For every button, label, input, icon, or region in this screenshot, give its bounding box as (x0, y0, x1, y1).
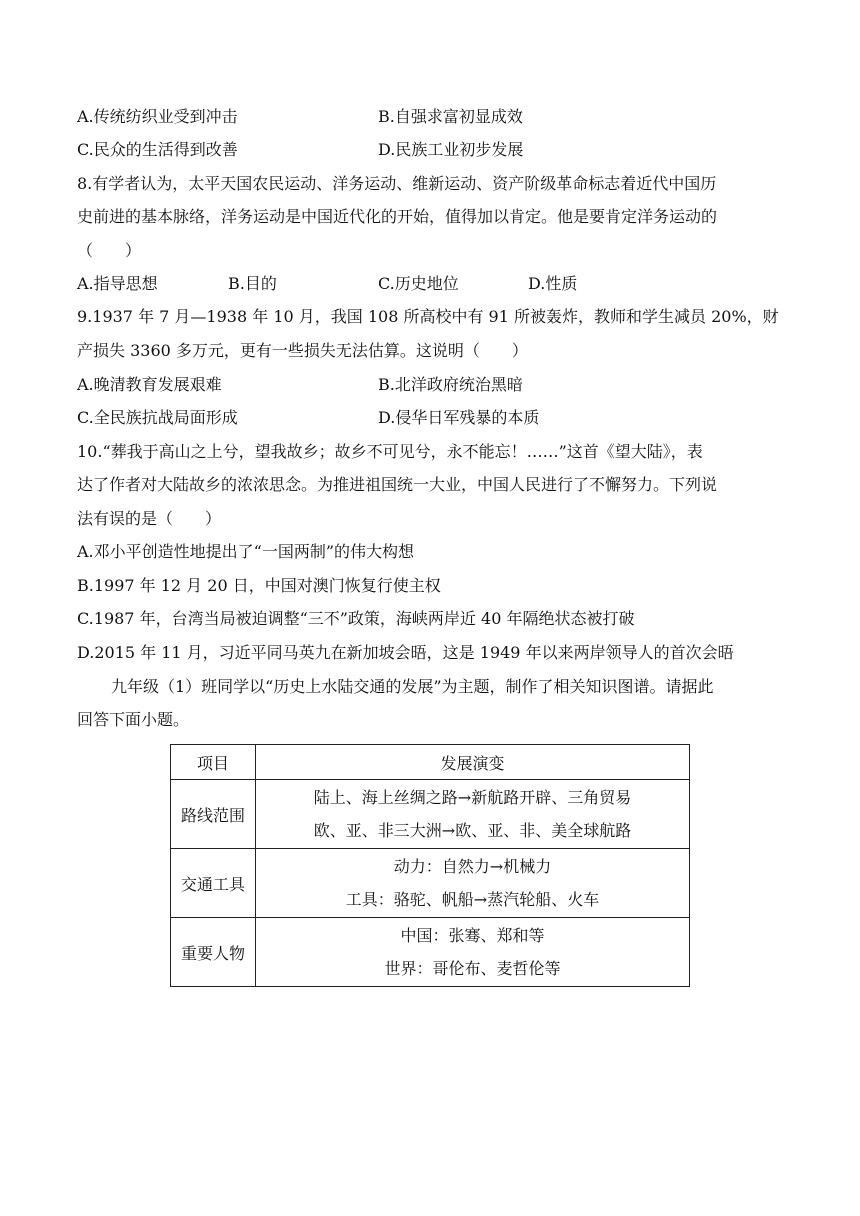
intro-line-1: 九年级（1）班同学以“历史上水陆交通的发展”为主题，制作了相关知识图谱。请据此 (111, 677, 714, 696)
q8-option-c: C.历史地位 (378, 274, 459, 293)
q8-option-b: B.目的 (228, 274, 277, 293)
q8-option-a: A.指导思想 (77, 274, 158, 293)
table-header-evolution: 发展演变 (256, 745, 690, 780)
q9-stem-line-1: 9.1937 年 7 月—1938 年 10 月，我国 108 所高校中有 91 所被轰炸，教师和学生减员 20%，财 (77, 307, 779, 326)
q10-option-b: B.1997 年 12 月 20 日，中国对澳门恢复行使主权 (77, 576, 441, 595)
q7-option-c: C.民众的生活得到改善 (77, 140, 238, 159)
q10-option-a: A.邓小平创造性地提出了“一国两制”的伟大构想 (77, 542, 415, 561)
q9-option-d: D.侵华日军残暴的本质 (378, 408, 540, 427)
table-header-row (171, 745, 690, 780)
q10-option-c: C.1987 年，台湾当局被迫调整“三不”政策，海峡两岸近 40 年隔绝状态被打破 (77, 609, 635, 628)
q8-stem-line-1: 8.有学者认为，太平天国农民运动、洋务运动、维新运动、资产阶级革命标志着近代中国历 (77, 174, 717, 193)
q10-option-d: D.2015 年 11 月，习近平同马英九在新加坡会晤，这是 1949 年以来两岸领导人的首次会晤 (77, 643, 734, 662)
table-row-content (256, 780, 690, 849)
q9-option-c: C.全民族抗战局面形成 (77, 408, 238, 427)
table-row-label: 交通工具 (171, 849, 256, 918)
table-row (171, 918, 690, 987)
q10-stem-line-2: 达了作者对大陆故乡的浓浓思念。为推进祖国统一大业，中国人民进行了不懈努力。下列说 (77, 475, 718, 494)
q7-option-b: B.自强求富初显成效 (378, 107, 523, 126)
q7-option-a: A.传统纺织业受到冲击 (77, 107, 238, 126)
table-cell-line: 中国：张骞、郑和等 (400, 926, 545, 945)
q8-option-d: D.性质 (528, 274, 578, 293)
q9-stem-line-2: 产损失 3360 多万元，更有一些损失无法估算。这说明（ ） (77, 341, 528, 360)
q8-stem-line-3: （ ） (77, 241, 142, 260)
table-cell-line: 动力：自然力→机械力 (393, 857, 552, 876)
q10-stem-line-3: 法有误的是（ ） (77, 509, 222, 528)
table-cell-line: 工具：骆驼、帆船→蒸汽轮船、火车 (345, 890, 600, 909)
knowledge-table (170, 744, 690, 987)
table-row-content (256, 849, 690, 918)
intro-line-2: 回答下面小题。 (77, 710, 190, 729)
q10-stem-line-1: 10.“葬我于高山之上兮，望我故乡；故乡不可见兮，永不能忘！……”这首《望大陆》，表 (77, 442, 703, 461)
table-header-item: 项目 (171, 745, 256, 780)
table-row-label: 重要人物 (171, 918, 256, 987)
table-row (171, 780, 690, 849)
table-row-content (256, 918, 690, 987)
table-cell-line: 欧、亚、非三大洲→欧、亚、非、美全球航路 (313, 821, 632, 840)
q9-option-b: B.北洋政府统治黑暗 (378, 375, 523, 394)
table-cell-line: 世界：哥伦布、麦哲伦等 (384, 959, 561, 978)
q8-stem-line-2: 史前进的基本脉络，洋务运动是中国近代化的开始，值得加以肯定。他是要肯定洋务运动的 (77, 207, 718, 226)
table-row (171, 849, 690, 918)
table-cell-line: 陆上、海上丝绸之路→新航路开辟、三角贸易 (313, 788, 632, 807)
q7-option-d: D.民族工业初步发展 (378, 140, 524, 159)
table-row-label: 路线范围 (171, 780, 256, 849)
q9-option-a: A.晚清教育发展艰难 (77, 375, 222, 394)
